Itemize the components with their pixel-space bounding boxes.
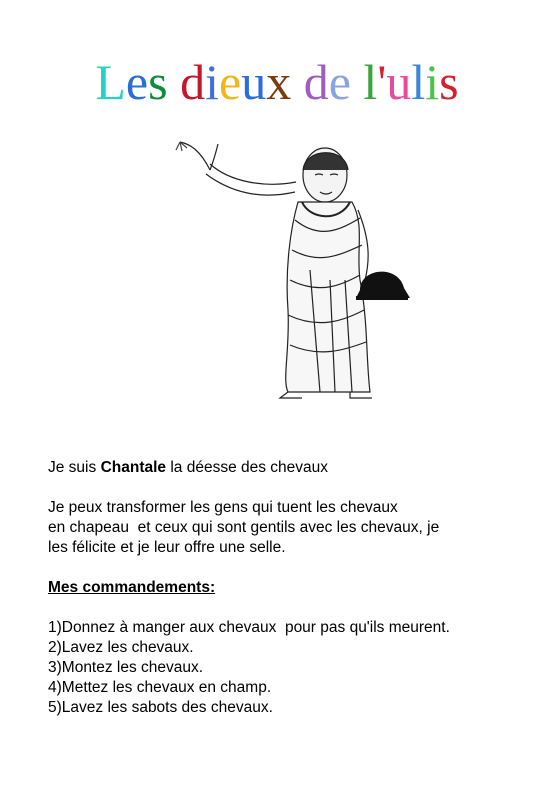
title-letter: [291, 52, 304, 112]
para-line-2: en chapeau et ceux qui sont gentils avec les chevaux, je: [48, 519, 440, 536]
title-letter: s: [148, 54, 168, 110]
title-letter: i: [205, 54, 219, 110]
list-item: 2)Lavez les chevaux.: [48, 639, 194, 656]
title-letter: d: [180, 54, 206, 110]
goddess-name: Chantale: [100, 459, 167, 476]
title-letter: u: [241, 54, 267, 110]
commandments-list: [48, 618, 528, 718]
list-item: 1)Donnez à manger aux chevaux pour pas qu'ils meurent.: [48, 619, 450, 636]
list-item: 5)Lavez les sabots des chevaux.: [48, 699, 273, 716]
title-letter: e: [328, 54, 351, 110]
page-title: [0, 52, 554, 112]
title-letter: l: [411, 54, 426, 110]
title-letter: e: [125, 54, 149, 110]
main-text: [48, 458, 528, 718]
title-letter: L: [95, 54, 126, 110]
title-letter: ': [377, 54, 387, 110]
commandments-heading: Mes commandements:: [48, 579, 216, 596]
intro-prefix: Je suis: [48, 459, 101, 476]
list-item: 4)Mettez les chevaux en champ.: [48, 679, 272, 696]
title-letter: [168, 52, 181, 112]
title-letter: i: [425, 54, 440, 110]
title-letter: s: [439, 54, 459, 110]
intro-suffix: la déesse des chevaux: [166, 459, 329, 476]
title-letter: d: [303, 54, 329, 110]
title-letter: u: [386, 54, 412, 110]
title-letter: [351, 52, 364, 112]
para-line-3: les félicite et je leur offre une selle.: [48, 539, 286, 556]
list-item: 3)Montez les chevaux.: [48, 659, 204, 676]
title-letter: e: [219, 54, 242, 110]
intro-line: [48, 458, 528, 478]
title-letter: l: [363, 54, 378, 110]
goddess-illustration: [170, 130, 420, 410]
title-letter: x: [266, 54, 292, 110]
para-line-1: Je peux transformer les gens qui tuent les chevaux: [48, 499, 398, 516]
goddess-figure-icon: [170, 130, 420, 410]
riding-helmet-icon: [356, 272, 410, 300]
